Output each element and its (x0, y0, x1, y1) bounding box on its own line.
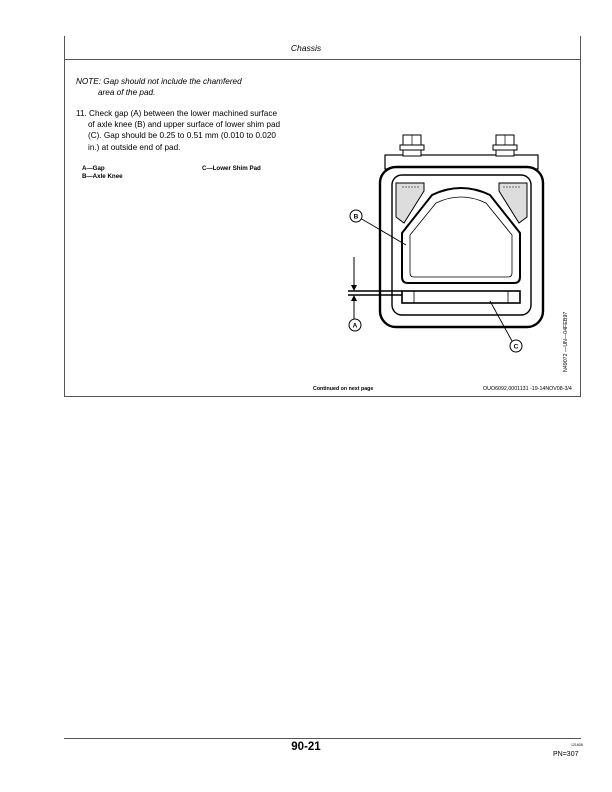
note-line-1: NOTE: Gap should not include the chamfered (76, 77, 242, 86)
legend-c: C—Lower Shim Pad (202, 165, 261, 172)
header-divider (64, 59, 581, 60)
bolt-left-icon (400, 135, 424, 156)
footer-divider (64, 738, 581, 739)
callout-b-label: B (353, 213, 359, 221)
note-line-2: area of the pad. (98, 88, 156, 97)
legend-right (202, 165, 261, 173)
axle-knee-illustration (340, 125, 560, 365)
pn-label: PN=307 (553, 751, 579, 758)
legend-a: A—Gap (82, 165, 105, 172)
gap-arrow-down-icon (351, 285, 357, 291)
note (76, 76, 296, 98)
step-line-1: 11. Check gap (A) between the lower machined surface (76, 109, 278, 118)
step-line-2: of axle knee (B) and upper surface of lower shim pad (88, 120, 281, 130)
small-code: 121608 (571, 743, 583, 747)
legend-left (82, 165, 123, 181)
continued-note: Continued on next page (313, 386, 374, 392)
legend-b: B—Axle Knee (82, 173, 123, 180)
content-box-bottom (64, 396, 581, 397)
gap-arrow-up-icon (351, 295, 357, 301)
content-box-right (580, 60, 581, 396)
step-line-3: (C). Gap should be 0.25 to 0.51 mm (0.010 to 0.020 (88, 131, 276, 141)
step-11 (76, 108, 326, 153)
callout-a-label: A (352, 322, 358, 330)
page-number: 90-21 (291, 741, 321, 753)
content-box-left (64, 60, 65, 396)
doc-reference: OUO6092,0001131 -19-14NOV08-3/4 (483, 386, 572, 392)
step-line-4: in.) at outside end of pad. (88, 142, 181, 152)
callout-c-label: C (513, 343, 519, 351)
lower-shim-pad (402, 291, 520, 303)
figure-id: N49072 —UN—04FEB97 (563, 311, 569, 372)
bolt-right-icon (493, 135, 517, 156)
section-title: Chassis (290, 43, 322, 53)
